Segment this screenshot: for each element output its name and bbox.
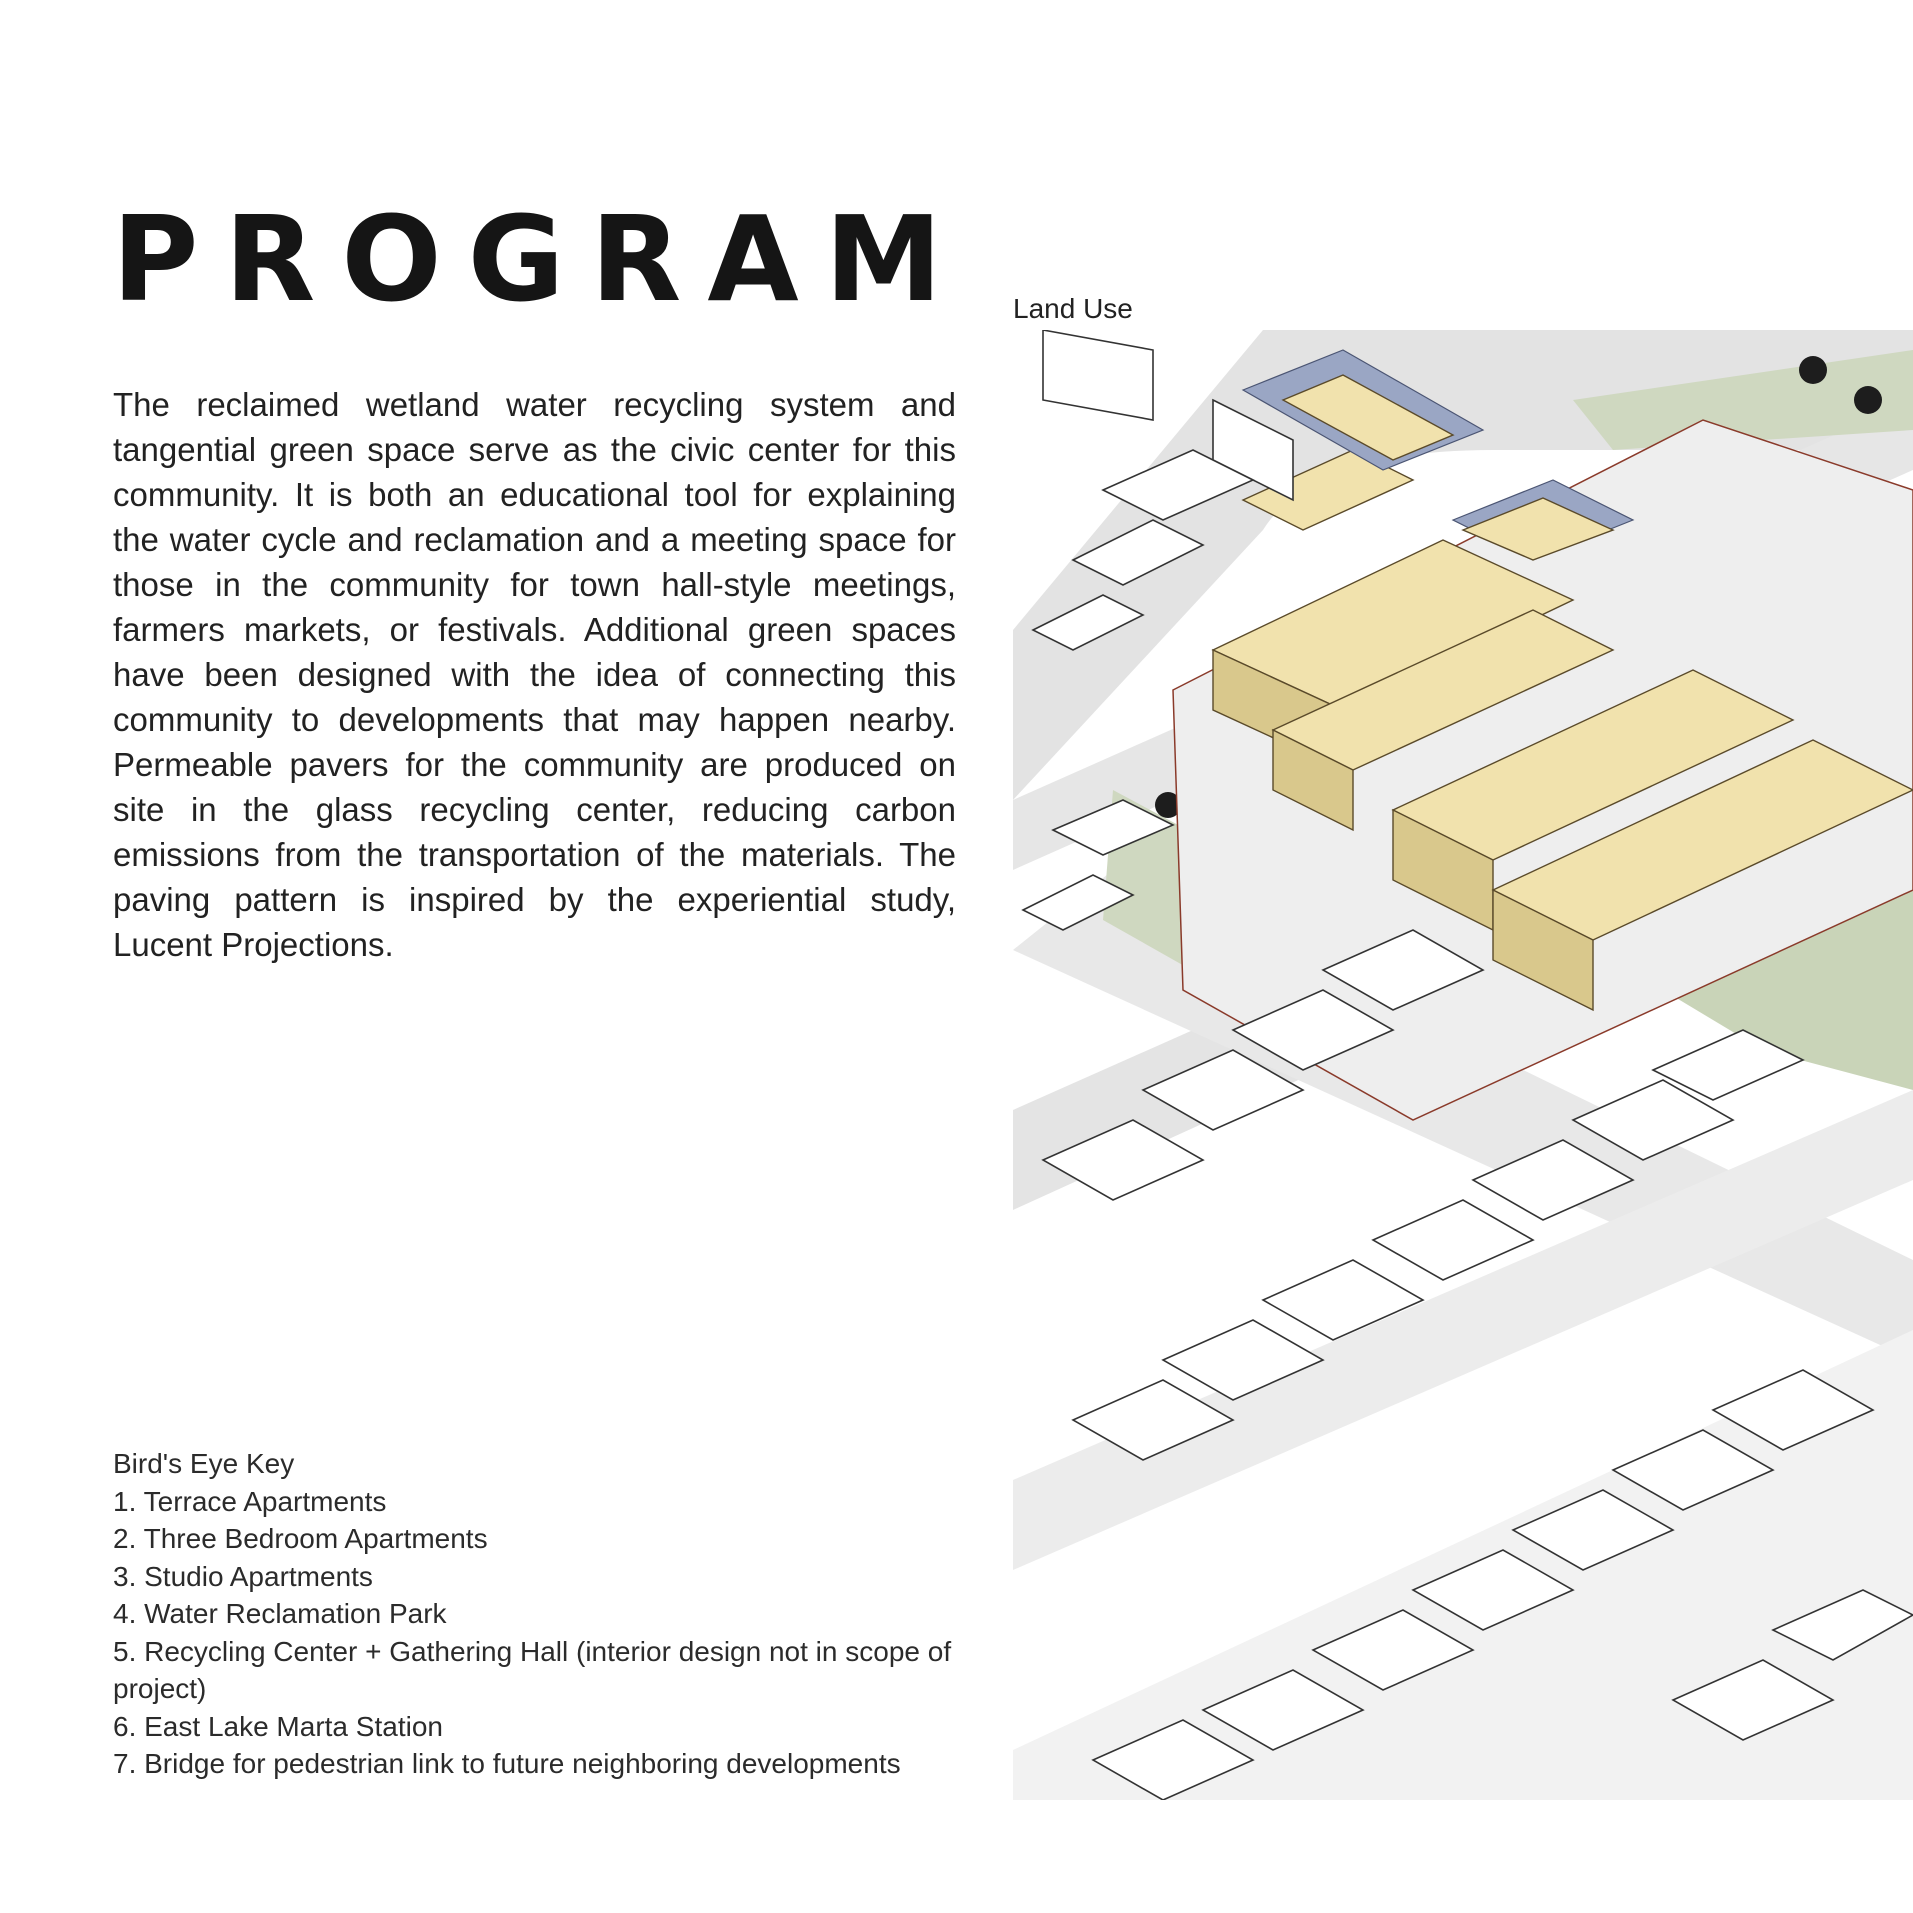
page-title: PROGRAM bbox=[112, 190, 969, 328]
key-item: 2. Three Bedroom Apartments bbox=[113, 1523, 488, 1554]
key-item: 7. Bridge for pedestrian link to future neighboring developments bbox=[113, 1748, 901, 1779]
key-item: 6. East Lake Marta Station bbox=[113, 1710, 443, 1742]
key-item: 1. Terrace Apartments bbox=[113, 1485, 387, 1517]
body-paragraph: The reclaimed wetland water recycling system and tangential green space serve as the civic center for this community. It is both an educational tool for explaining the water cycle and reclamation and a meeting space for those in the community for town hall-style meetings, farmers markets, or festivals. Additional green spaces have been designed with the idea of connecting this community to developments that may happen nearby. Permeable pavers for the community are produced on site in the glass recycling center, reducing carbon emissions from the transportation of the materials. The paving pattern is inspired by the experiential study, Lucent Projections. bbox=[113, 386, 956, 963]
axonometric-drawing bbox=[1013, 330, 1913, 1800]
birds-eye-key bbox=[113, 1445, 963, 1783]
figure-label: Land Use bbox=[1013, 293, 1133, 324]
key-heading: Bird's Eye Key bbox=[113, 1448, 295, 1479]
land-use-axonometric bbox=[1013, 330, 1913, 1800]
key-item: 4. Water Reclamation Park bbox=[113, 1598, 447, 1629]
key-item: 3. Studio Apartments bbox=[113, 1560, 373, 1592]
key-item: 5. Recycling Center + Gathering Hall (interior design not in scope of project) bbox=[113, 1635, 952, 1704]
